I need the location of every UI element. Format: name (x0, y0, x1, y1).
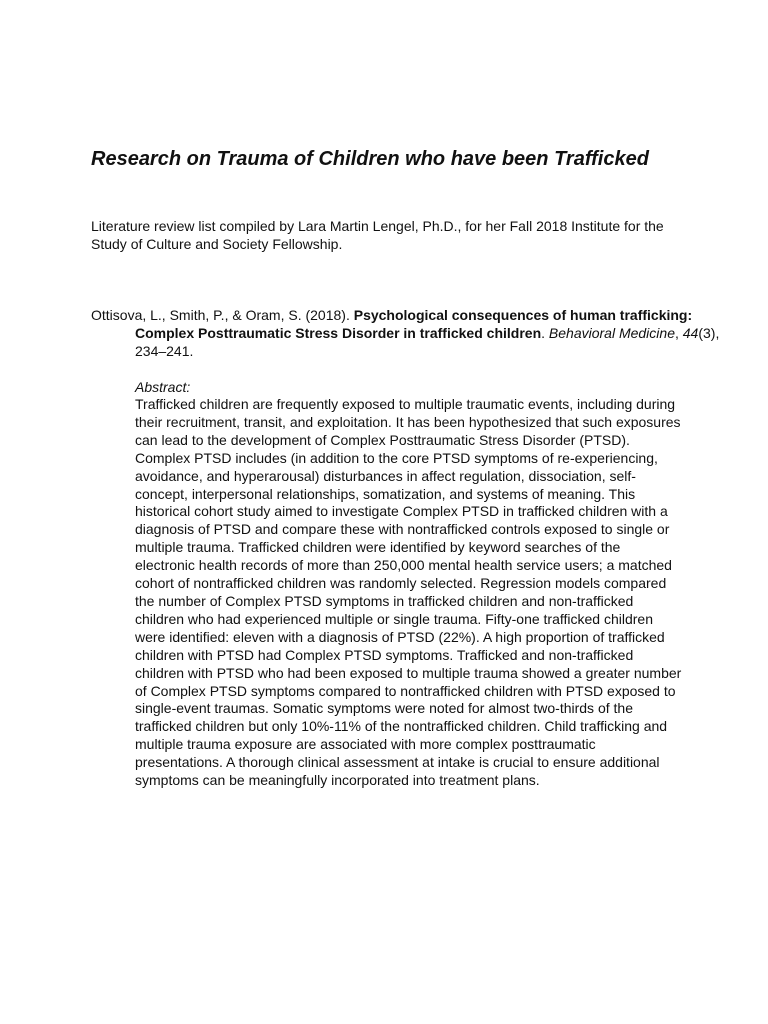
citation-entry (91, 306, 735, 360)
citation-comma: , (674, 325, 683, 341)
citation-volume: 44 (682, 325, 699, 341)
intro-paragraph: Literature review list compiled by Lara Martin Lengel, Ph.D., for her Fall 2018 Institute for the Study of Culture and Society Fellowship. (91, 218, 664, 252)
document-title: Research on Trauma of Children who have been Trafficked (91, 148, 649, 170)
abstract-text: Trafficked children are frequently exposed to multiple traumatic events, including during their recruitment, transit, and exploitation. It has been hypothesized that such exposures can lead to the development of Complex Posttraumatic Stress Disorder (PTSD). Complex PTSD includes (in addition to the core PTSD symptoms of re-experiencing, avoidance, and hyperarousal) disturbances in affect regulation, dissociation, self-concept, interpersonal relationships, somatization, and systems of meaning. This historical cohort study aimed to investigate Complex PTSD in trafficked children with a diagnosis of PTSD and compare these with nontrafficked controls exposed to single or multiple trauma. Trafficked children were identified by keyword searches of the electronic health records of more than 250,000 mental health service users; a matched cohort of nontrafficked children was randomly selected. Regression models compared the number of Complex PTSD symptoms in trafficked children and non-trafficked children who had experienced multiple or single trauma. Fifty-one trafficked children were identified: eleven with a diagnosis of PTSD (22%). A high proportion of trafficked children with PTSD had Complex PTSD symptoms. Trafficked and non-trafficked children with PTSD who had been exposed to multiple trauma showed a greater number of Complex PTSD symptoms compared to nontrafficked children with PTSD exposed to single-event traumas. Somatic symptoms were noted for almost two-thirds of the trafficked children but only 10%-11% of the nontrafficked children. Child trafficking and multiple trauma exposure are associated with more complex posttraumatic presentations. A thorough clinical assessment at intake is crucial to ensure additional symptoms can be meaningfully incorporated into treatment plans. (135, 396, 682, 789)
citation-period: . (541, 325, 549, 341)
citation-authors-year: Ottisova, L., Smith, P., & Oram, S. (2018). (91, 307, 354, 323)
abstract-label: Abstract: (135, 379, 191, 395)
citation-journal: Behavioral Medicine (548, 325, 675, 341)
citation-issue-pages: (3), 234–241. (135, 325, 720, 359)
citation-article-title: Psychological consequences of human trafficking: Complex Posttraumatic Stress Disorder in trafficked children (135, 307, 693, 341)
